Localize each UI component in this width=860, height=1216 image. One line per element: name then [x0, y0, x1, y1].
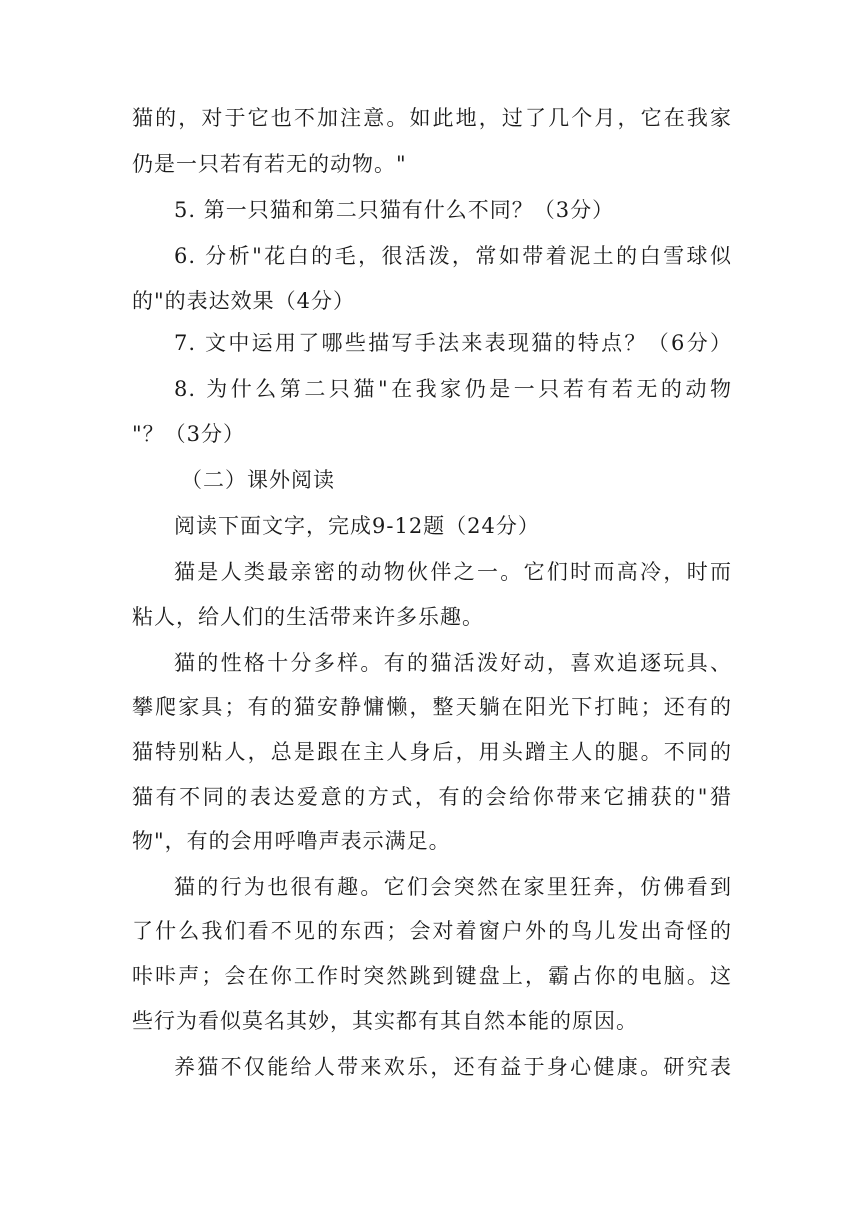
- paragraph-line: 猫的行为也很有趣。它们会突然在家里狂奔，仿佛看到: [174, 875, 732, 899]
- paragraph-line: 粘人，给人们的生活带来许多乐趣。: [132, 605, 484, 629]
- paragraph-line: 物"，有的会用呼噜声表示满足。: [132, 829, 451, 853]
- paragraph-line: 猫的性格十分多样。有的猫活泼好动，喜欢追逐玩具、: [174, 651, 732, 675]
- section-heading: （二）课外阅读: [181, 468, 335, 492]
- text-line: 猫的，对于它也不加注意。如此地，过了几个月，它在我家: [132, 106, 732, 130]
- paragraph-line: 咔咔声；会在你工作时突然跳到键盘上，霸占你的电脑。这: [132, 964, 732, 988]
- question-6: 6. 分析"花白的毛，很活泼，常如带着泥土的白雪球似: [174, 244, 732, 268]
- question-8: 8. 为什么第二只猫"在我家仍是一只若有若无的动物: [174, 377, 732, 401]
- paragraph-line: 猫是人类最亲密的动物伙伴之一。它们时而高冷，时而: [174, 560, 732, 584]
- paragraph-line: 养猫不仅能给人带来欢乐，还有益于身心健康。研究表: [174, 1055, 732, 1079]
- text-line: 仍是一只若有若无的动物。": [132, 152, 407, 176]
- question-7: 7. 文中运用了哪些描写手法来表现猫的特点？（6分）: [174, 331, 732, 355]
- paragraph-line: 猫有不同的表达爱意的方式，有的会给你带来它捕获的"猎: [132, 785, 732, 809]
- instruction-line: 阅读下面文字，完成9-12题（24分）: [174, 514, 540, 538]
- question-5: 5. 第一只猫和第二只猫有什么不同？（3分）: [174, 198, 615, 222]
- text-line: 的"的表达效果（4分）: [132, 289, 356, 313]
- paragraph-line: 些行为看似莫名其妙，其实都有其自然本能的原因。: [132, 1009, 638, 1033]
- paragraph-line: 攀爬家具；有的猫安静慵懒，整天躺在阳光下打盹；还有的: [132, 695, 732, 719]
- paragraph-line: 了什么我们看不见的东西；会对着窗户外的鸟儿发出奇怪的: [132, 919, 732, 943]
- text-line: "？（3分）: [132, 422, 246, 446]
- paragraph-line: 猫特别粘人，总是跟在主人身后，用头蹭主人的腿。不同的: [132, 740, 732, 764]
